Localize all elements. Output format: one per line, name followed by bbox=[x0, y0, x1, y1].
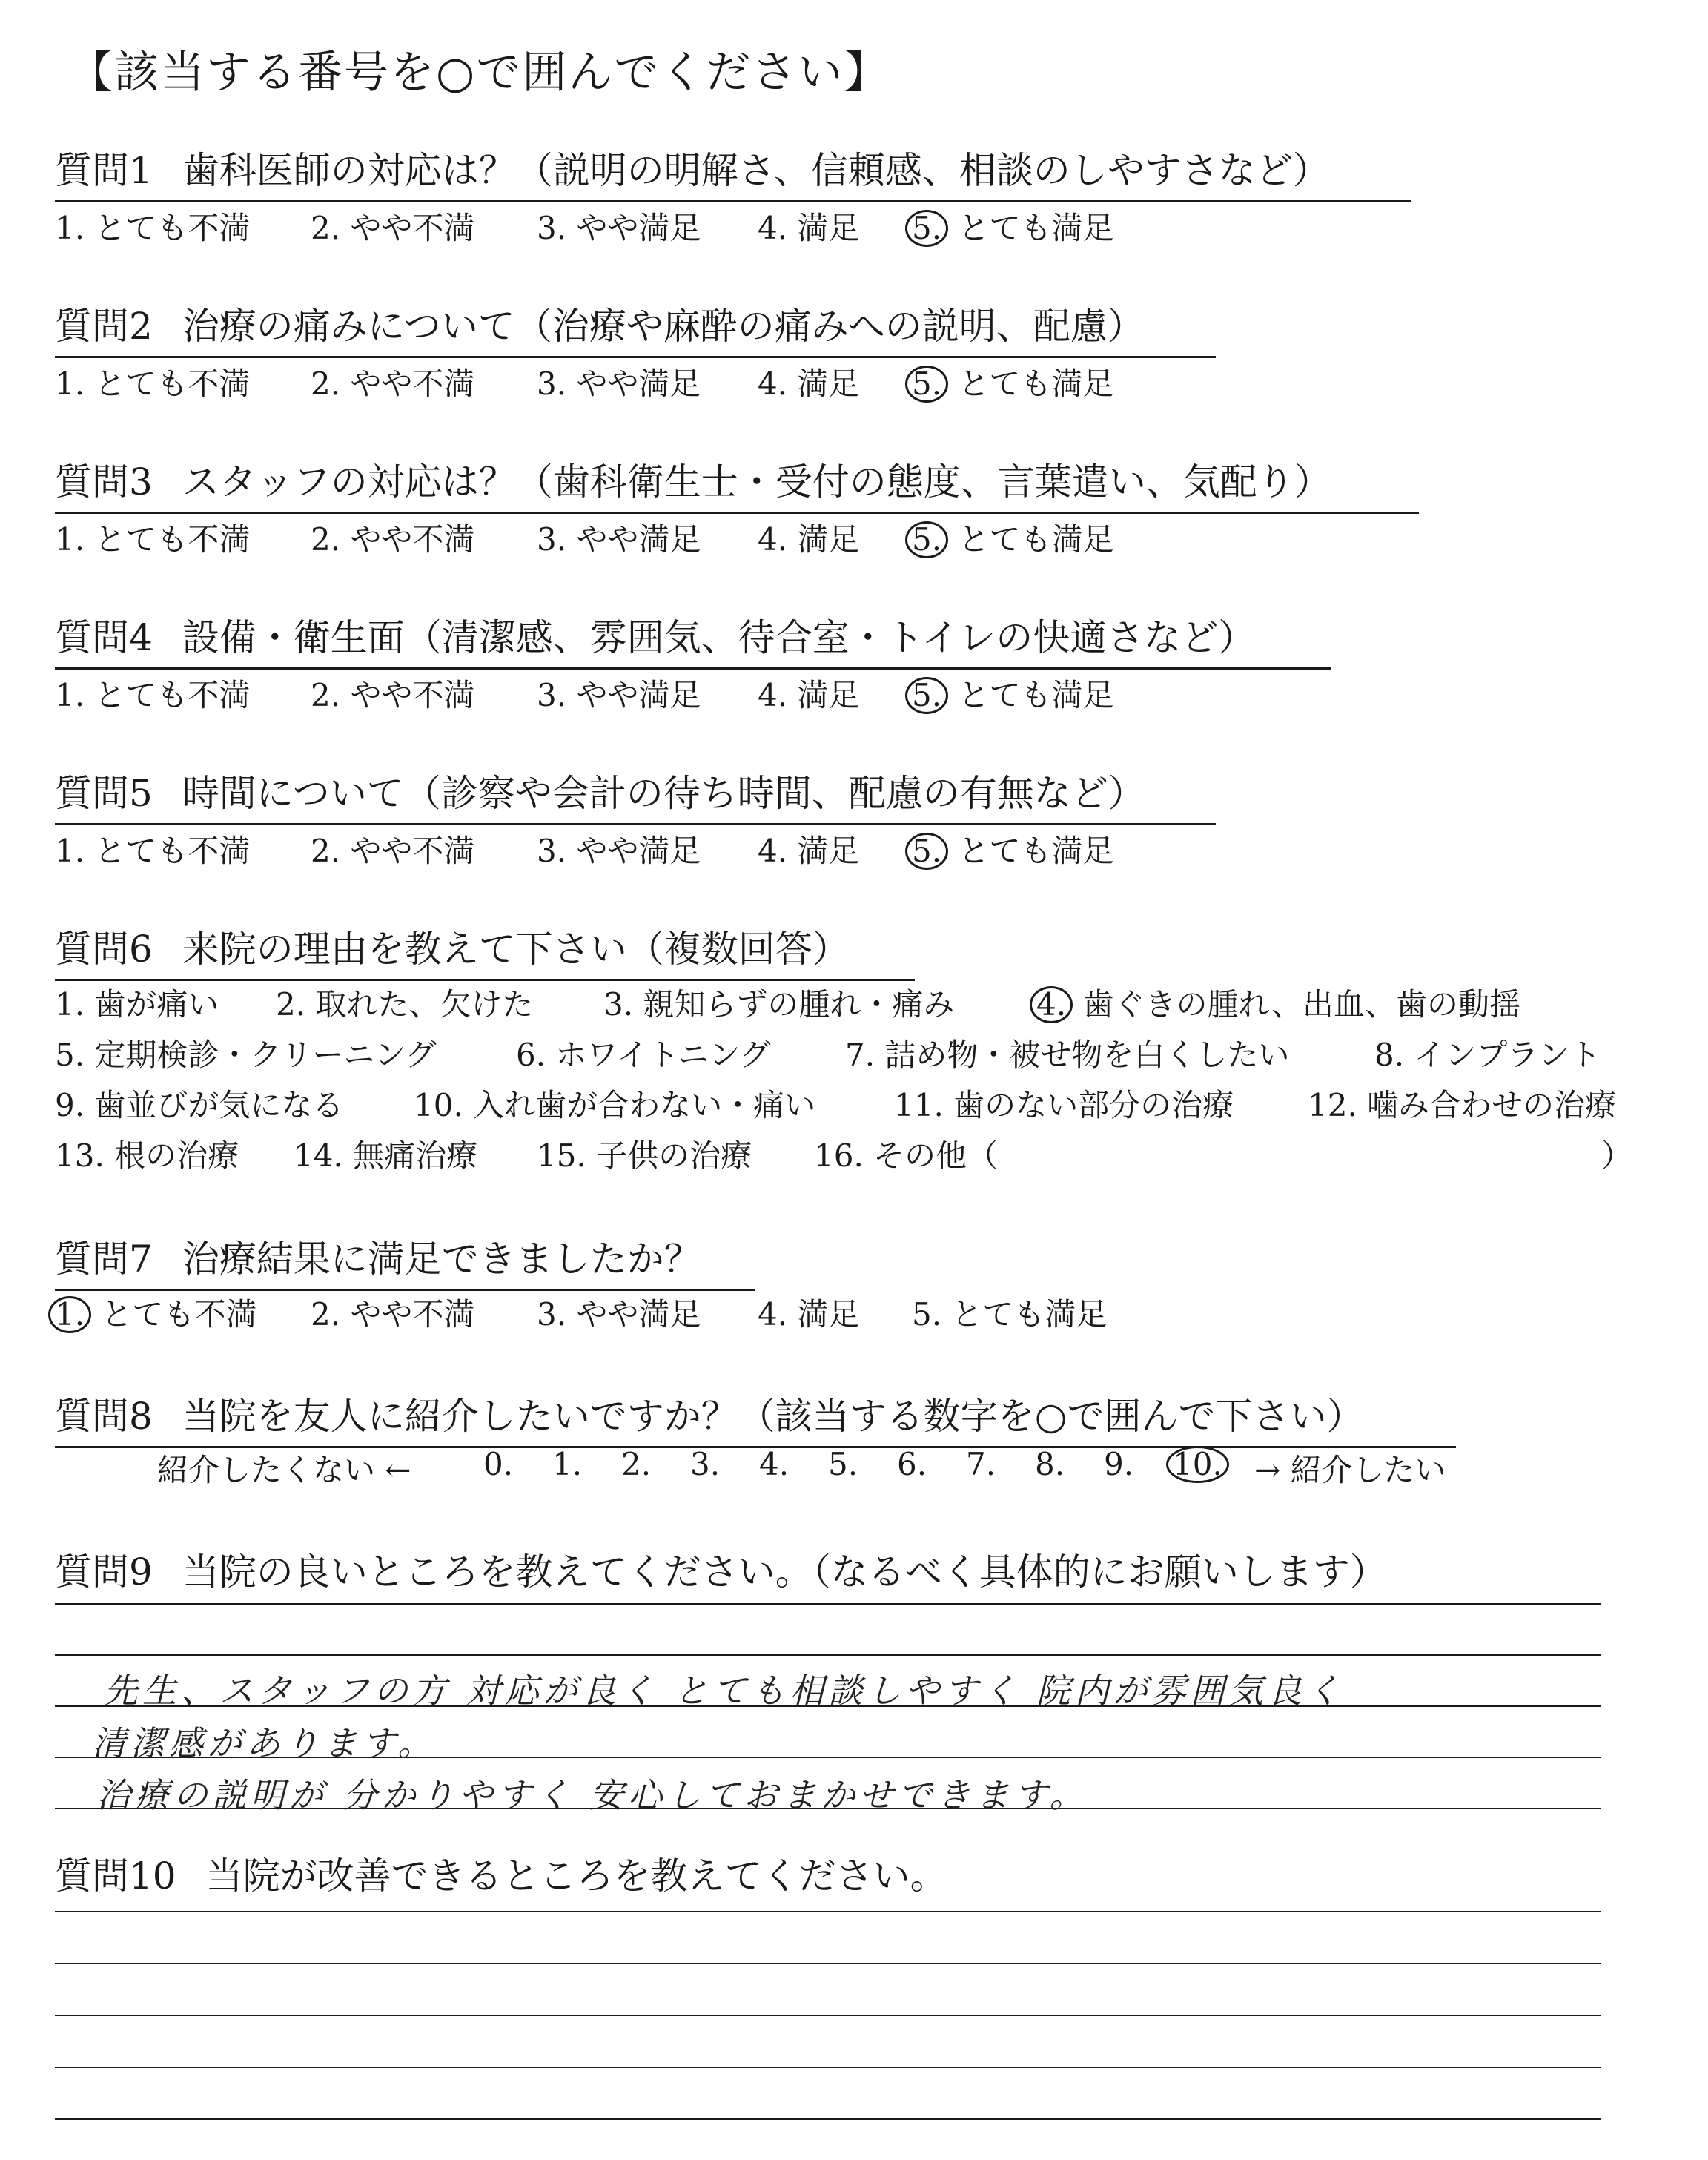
q6-option-3[interactable]: 3. 親知らずの腫れ・痛み bbox=[603, 986, 955, 1023]
page-title: 【該当する番号を○で囲んでください】 bbox=[68, 47, 890, 99]
q2-selected-circle: 5. bbox=[905, 366, 948, 403]
q5-option-1[interactable]: 1. とても不満 bbox=[55, 833, 251, 869]
question-4-label: 質問4 bbox=[55, 616, 153, 659]
q3-option-1[interactable]: 1. とても不満 bbox=[55, 521, 251, 558]
question-2-label: 質問2 bbox=[55, 305, 153, 348]
q7-selected-circle: 1. bbox=[48, 1296, 91, 1333]
answer-line bbox=[55, 2015, 1601, 2016]
question-3-text: スタッフの対応は？（歯科衛生士・受付の態度、言葉遣い、気配り） bbox=[182, 460, 1331, 503]
q9-handwritten-line-3: 治療の説明が 分かりやすく 安心しておまかせできます。 bbox=[96, 1775, 1088, 1815]
q7-option-3[interactable]: 3. やや満足 bbox=[537, 1296, 701, 1332]
q6-option-6[interactable]: 6. ホワイトニング bbox=[516, 1037, 771, 1073]
q1-selected-circle: 5. bbox=[905, 210, 948, 247]
q2-option-2[interactable]: 2. やや不満 bbox=[311, 366, 475, 402]
q5-option-2[interactable]: 2. やや不満 bbox=[311, 833, 475, 869]
q9-handwritten-line-2: 清潔感があります。 bbox=[92, 1723, 437, 1763]
q8-right-label: → 紹介したい bbox=[1254, 1452, 1446, 1488]
question-3-label: 質問3 bbox=[55, 460, 153, 503]
q6-option-8[interactable]: 8. インプラント bbox=[1374, 1037, 1601, 1073]
q4-option-2[interactable]: 2. やや不満 bbox=[311, 677, 475, 713]
q6-option-7[interactable]: 7. 詰め物・被せ物を白くしたい bbox=[845, 1037, 1290, 1073]
q8-option-0[interactable]: 0. bbox=[483, 1446, 514, 1482]
q2-option-5-label: とても満足 bbox=[958, 366, 1114, 402]
q4-option-5[interactable] bbox=[912, 671, 1113, 716]
q6-option-9[interactable]: 9. 歯並びが気になる bbox=[55, 1087, 344, 1123]
q8-option-3[interactable]: 3. bbox=[690, 1446, 721, 1482]
q5-option-3[interactable]: 3. やや満足 bbox=[537, 833, 701, 869]
question-10-heading bbox=[55, 1846, 947, 1906]
q6-option-5[interactable]: 5. 定期検診・クリーニング bbox=[55, 1037, 437, 1073]
q3-option-4[interactable]: 4. 満足 bbox=[758, 521, 860, 558]
q6-option-1[interactable]: 1. 歯が痛い bbox=[55, 986, 219, 1023]
question-6-text: 来院の理由を教えて下さい（複数回答） bbox=[182, 928, 850, 971]
q2-option-1[interactable]: 1. とても不満 bbox=[55, 366, 251, 402]
question-7-label: 質問7 bbox=[55, 1238, 153, 1281]
q7-option-1-label: とても不満 bbox=[101, 1296, 257, 1332]
question-6-heading bbox=[55, 919, 915, 981]
q6-option-15[interactable]: 15. 子供の治療 bbox=[537, 1137, 752, 1174]
q8-left-label: 紹介したくない ← bbox=[157, 1452, 411, 1488]
question-4-heading bbox=[55, 608, 1331, 670]
q8-option-4[interactable]: 4. bbox=[759, 1446, 790, 1482]
q7-option-5[interactable]: 5. とても満足 bbox=[912, 1296, 1108, 1332]
question-5-heading bbox=[55, 764, 1216, 825]
answer-line bbox=[55, 1911, 1601, 1912]
q6-option-12[interactable]: 12. 噛み合わせの治療 bbox=[1308, 1087, 1617, 1123]
q3-option-2[interactable]: 2. やや不満 bbox=[311, 521, 475, 558]
question-1-label: 質問1 bbox=[55, 149, 153, 192]
question-6-label: 質問6 bbox=[55, 928, 153, 971]
q5-option-5[interactable] bbox=[912, 827, 1113, 871]
q8-selected-circle: 10. bbox=[1166, 1446, 1229, 1483]
q4-option-1[interactable]: 1. とても不満 bbox=[55, 677, 251, 713]
q8-option-7[interactable]: 7. bbox=[966, 1446, 996, 1482]
question-7-text: 治療結果に満足できましたか？ bbox=[182, 1238, 701, 1281]
answer-line bbox=[55, 1603, 1601, 1605]
q1-option-3[interactable]: 3. やや満足 bbox=[537, 210, 701, 246]
question-3-heading bbox=[55, 452, 1419, 514]
question-7-heading bbox=[55, 1229, 755, 1291]
q3-option-3[interactable]: 3. やや満足 bbox=[537, 521, 701, 558]
answer-line bbox=[55, 2067, 1601, 2068]
q5-option-4[interactable]: 4. 満足 bbox=[758, 833, 860, 869]
q8-option-9[interactable]: 9. bbox=[1104, 1446, 1134, 1482]
q1-option-4[interactable]: 4. 満足 bbox=[758, 210, 860, 246]
question-1-heading bbox=[55, 141, 1411, 202]
q1-option-5[interactable] bbox=[912, 204, 1113, 248]
q4-option-4[interactable]: 4. 満足 bbox=[758, 677, 860, 713]
q2-option-3[interactable]: 3. やや満足 bbox=[537, 366, 701, 402]
question-8-text: 当院を友人に紹介したいですか？（該当する数字を○で囲んで下さい） bbox=[182, 1395, 1364, 1438]
q6-other-close-paren: ） bbox=[1601, 1137, 1633, 1174]
answer-line bbox=[55, 1654, 1601, 1656]
q5-option-5-label: とても満足 bbox=[958, 833, 1114, 869]
q8-option-5[interactable]: 5. bbox=[828, 1446, 858, 1482]
q6-option-4[interactable] bbox=[1036, 980, 1520, 1025]
question-9-text: 当院の良いところを教えてください。（なるべく具体的にお願いします） bbox=[182, 1550, 1387, 1593]
q4-option-3[interactable]: 3. やや満足 bbox=[537, 677, 701, 713]
q3-option-5[interactable] bbox=[912, 515, 1113, 560]
q1-option-2[interactable]: 2. やや不満 bbox=[311, 210, 475, 246]
question-5-label: 質問5 bbox=[55, 772, 153, 815]
question-8-heading bbox=[55, 1387, 1456, 1448]
q5-selected-circle: 5. bbox=[905, 833, 948, 870]
q2-option-5[interactable] bbox=[912, 360, 1113, 404]
q1-option-1[interactable]: 1. とても不満 bbox=[55, 210, 251, 246]
q4-selected-circle: 5. bbox=[905, 677, 948, 714]
question-8-label: 質問8 bbox=[55, 1395, 153, 1438]
q8-option-10[interactable] bbox=[1173, 1446, 1229, 1483]
q7-option-1[interactable] bbox=[55, 1290, 256, 1335]
q6-option-10[interactable]: 10. 入れ歯が合わない・痛い bbox=[414, 1087, 816, 1123]
q8-option-6[interactable]: 6. bbox=[897, 1446, 927, 1482]
q3-selected-circle: 5. bbox=[905, 521, 948, 558]
question-10-text: 当院が改善できるところを教えてください。 bbox=[205, 1855, 947, 1898]
question-5-text: 時間について（診察や会計の待ち時間、配慮の有無など） bbox=[182, 772, 1145, 815]
question-1-text: 歯科医師の対応は？（説明の明解さ、信頼感、相談のしやすさなど） bbox=[182, 149, 1330, 192]
q6-option-4-label: 歯ぐきの腫れ、出血、歯の動揺 bbox=[1082, 986, 1520, 1023]
question-10-label: 質問10 bbox=[55, 1855, 176, 1898]
q6-option-11[interactable]: 11. 歯のない部分の治療 bbox=[894, 1087, 1234, 1123]
q6-selected-circle: 4. bbox=[1030, 986, 1073, 1023]
q8-option-2[interactable]: 2. bbox=[621, 1446, 652, 1482]
q6-option-2[interactable]: 2. 取れた、欠けた bbox=[276, 986, 534, 1023]
q3-option-5-label: とても満足 bbox=[958, 521, 1114, 558]
question-9-heading bbox=[55, 1542, 1387, 1602]
q6-option-16[interactable]: 16. その他（ bbox=[814, 1137, 999, 1174]
q6-option-14[interactable]: 14. 無痛治療 bbox=[294, 1137, 478, 1174]
q8-option-1[interactable]: 1. bbox=[552, 1446, 583, 1482]
answer-line bbox=[55, 1963, 1601, 1964]
q2-option-4[interactable]: 4. 満足 bbox=[758, 366, 860, 402]
question-2-heading bbox=[55, 297, 1216, 358]
q1-option-5-label: とても満足 bbox=[958, 210, 1114, 246]
q4-option-5-label: とても満足 bbox=[958, 677, 1114, 713]
q8-option-8[interactable]: 8. bbox=[1035, 1446, 1065, 1482]
q7-option-2[interactable]: 2. やや不満 bbox=[311, 1296, 475, 1332]
answer-line bbox=[55, 2118, 1601, 2120]
q9-handwritten-line-1: 先生、スタッフの方 対応が良く とても相談しやすく 院内が雰囲気良く bbox=[104, 1671, 1345, 1711]
question-4-text: 設備・衛生面（清潔感、雰囲気、待合室・トイレの快適さなど） bbox=[182, 616, 1256, 659]
q7-option-4[interactable]: 4. 満足 bbox=[758, 1296, 860, 1332]
question-2-text: 治療の痛みについて（治療や麻酔の痛みへの説明、配慮） bbox=[182, 305, 1145, 348]
q6-option-13[interactable]: 13. 根の治療 bbox=[55, 1137, 239, 1174]
question-9-label: 質問9 bbox=[55, 1550, 153, 1593]
